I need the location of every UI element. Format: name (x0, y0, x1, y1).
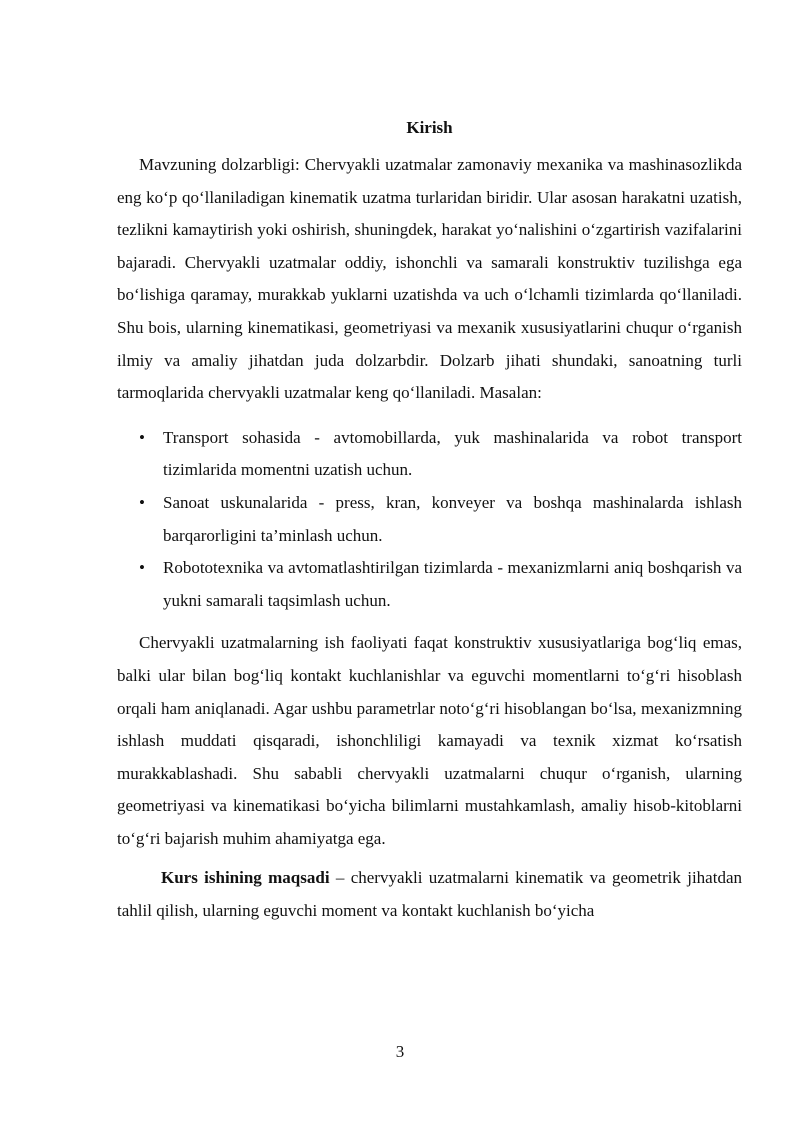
bullet-list (117, 422, 742, 618)
page-number: 3 (395, 1042, 405, 1061)
page-content (117, 117, 742, 928)
bullet-text: Robototexnika va avtomatlashtirilgan tizimlarda - mexanizmlarni aniq boshqarish va yukni samarali taqsimlash uchun. (163, 558, 742, 610)
aim-text: – chervyakli uzatmalarni kinematik va geometrik jihatdan tahlil qilish, ularning eguvchi moment va kontakt kuchlanish bo‘yicha (117, 868, 742, 921)
body-paragraph: Chervyakli uzatmalarning ish faoliyati faqat konstruktiv xususiyatlariga bog‘liq emas, balki ular bilan bog‘liq kontakt kuchlanishlar va eguvchi momentlarni to‘g‘ri hisoblash orqali ham aniqlanadi. Agar ushbu parametrlar noto‘g‘ri hisoblangan bo‘lsa, mexanizmning ishlash muddati qisqaradi, ishonchliligi kamayadi va texnik xizmat ko‘rsatish murakkablashadi. Shu sababli chervyakli uzatmalarni chuqur o‘rganish, ularning geometriyasi va kinematikasi bo‘yicha bilimlarni mustahkamlash, amaliy hisob-kitoblarni to‘g‘ri bajarish muhim ahamiyatga ega. (117, 633, 742, 848)
bullet-dot-icon: • (139, 492, 145, 512)
aim-label: Kurs ishining maqsadi (161, 868, 330, 888)
bullet-item-transport (117, 422, 742, 487)
intro-paragraph: Mavzuning dolzarbligi: Chervyakli uzatmalar zamonaviy mexanika va mashinasozlikda eng ko‘p qo‘llaniladigan kinematik uzatma turlaridan biridir. Ular asosan harakatni uzatish, tezlikni kamaytirish yoki oshirish, shuningdek, harakat yo‘nalishini o‘zgartirish vazifalarini bajaradi. Chervyakli uzatmalar oddiy, ishonchli va samarali konstruktiv tuzilishga ega bo‘lishiga qaramay, murakkab yuklarni uzatishda va uch o‘lchamli tizimlarda qo‘llaniladi. Shu bois, ularning kinematikasi, geometriyasi va mexanik xususiyatlarini chuqur o‘rganish ilmiy va amaliy jihatdan juda dolzarbdir. Dolzarb jihati shundaki, sanoatning turli tarmoqlarida chervyakli uzatmalar keng qo‘llaniladi. Masalan: (117, 155, 742, 403)
bullet-dot-icon: • (139, 427, 145, 447)
bullet-dot-icon: • (139, 558, 145, 578)
section-heading: Kirish (406, 118, 453, 137)
aim-paragraph (117, 862, 742, 927)
bullet-item-industry (117, 487, 742, 552)
bullet-item-robotics (117, 552, 742, 617)
bullet-text: Sanoat uskunalarida - press, kran, konveyer va boshqa mashinalarda ishlash barqarorligini ta’minlash uchun. (163, 492, 742, 545)
bullet-text: Transport sohasida - avtomobillarda, yuk mashinalarida va robot transport tizimlarida momentni uzatish uchun. (163, 427, 742, 480)
